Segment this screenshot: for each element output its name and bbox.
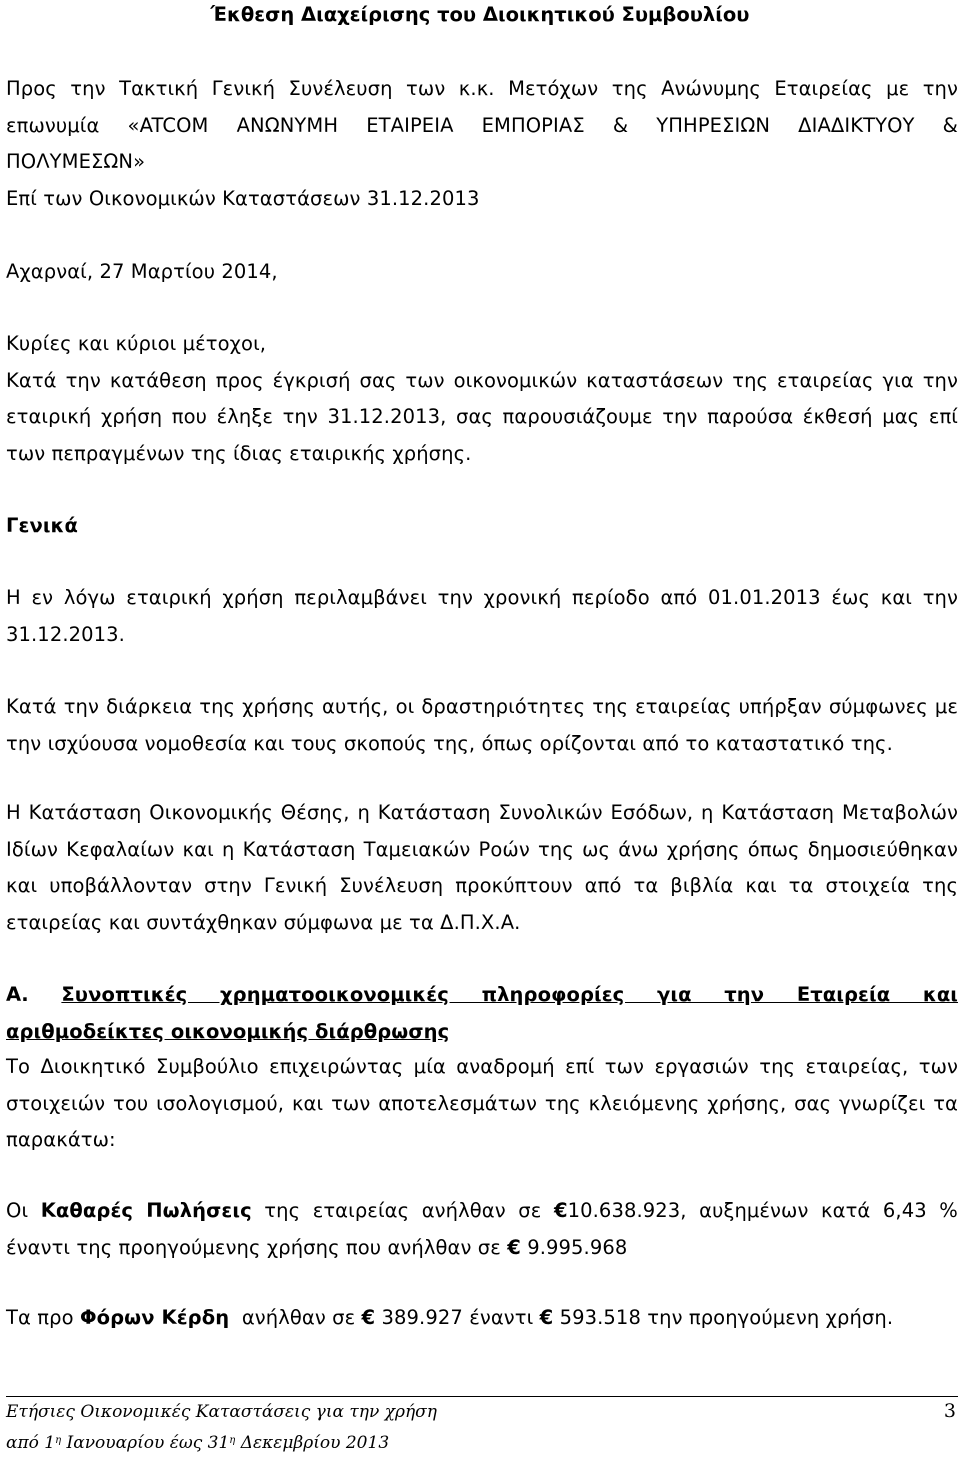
intro-line-3: των πεπραγμένων της ίδιας εταιρικής χρήσης. <box>6 441 472 465</box>
period-line-2: 31.12.2013. <box>6 622 125 646</box>
euro-icon: € <box>539 1306 554 1329</box>
address-line-3: ΠΟΛΥΜΕΣΩΝ» <box>6 150 146 173</box>
pretax-value: 389.927 <box>381 1306 463 1329</box>
pretax-block: Τα προ Φόρων Κέρδη ανήλθαν σε € 389.927 έναντι € 593.518 την προηγούμενη χρήση. <box>6 1306 894 1329</box>
net-sales-block: Οι Καθαρές Πωλήσεις της εταιρείας ανήλθαν σε €10.638.923, αυξημένων κατά 6,43 % έναντι της προηγούμενης χρήσης που ανήλθαν σε € 9.995.968 <box>6 1199 958 1259</box>
activities-line-1: Κατά την διάρκεια της χρήσης αυτής, οι δραστηριότητες της εταιρείας υπήρξαν σύμφωνες με <box>6 695 958 718</box>
page-title: Έκθεση Διαχείρισης του Διοικητικού Συμβουλίου <box>210 3 750 26</box>
footer-line-2: από $1^\eta$ Ιανουαρίου έως $31^\eta$ Δεκεμβρίου 2013 <box>6 1433 390 1453</box>
pretax-label: Φόρων Κέρδη <box>79 1306 230 1329</box>
net-sales-value: 10.638.923 <box>567 1199 681 1222</box>
euro-icon: € <box>553 1199 568 1222</box>
address-line-4: Επί των Οικονομικών Καταστάσεων 31.12.2013 <box>6 186 480 210</box>
statements-line-2: Ιδίων Κεφαλαίων και η Κατάσταση Ταμειακών Ροών της ως άνω χρήσης όπως δημοσιεύθηκαν <box>6 837 958 861</box>
net-sales-prev-value: 9.995.968 <box>527 1235 628 1259</box>
board-intro-line-1: Το Διοικητικό Συμβούλιο επιχειρώντας μία αναδρομή επί των εργασιών της εταιρείας, των <box>6 1055 958 1078</box>
intro-line-2: εταιρική χρήση που έληξε την 31.12.2013, σας παρουσιάζουμε την παρούσα έκθεσή μας επί <box>6 405 958 428</box>
pretax-prev-value: 593.518 <box>559 1306 641 1329</box>
statements-line-4: εταιρείας και συντάχθηκαν σύμφωνα με τα Δ.Π.Χ.Α. <box>6 910 521 934</box>
board-intro-line-3: παρακάτω: <box>6 1128 116 1151</box>
section-a-heading-line-2: αριθμοδείκτες οικονομικής διάρθρωσης <box>6 1019 450 1043</box>
intro-line-1: Κατά την κατάθεση προς έγκρισή σας των οικονομικών καταστάσεων της εταιρείας για την <box>6 368 958 392</box>
address-line-2: επωνυμία «ATCOM ΑΝΩΝΥΜΗ ΕΤΑΙΡΕΙΑ ΕΜΠΟΡΙΑΣ & ΥΠΗΡΕΣΙΩΝ ΔΙΑΔΙΚΤΥΟΥ & <box>6 113 958 137</box>
footer-line-1: Ετήσιες Οικονομικές Καταστάσεις για την χρήση <box>6 1402 437 1422</box>
address-block <box>6 71 958 217</box>
net-sales-change: , αυξημένων κατά 6,43 % <box>680 1199 958 1222</box>
footer-divider <box>6 1396 958 1397</box>
statements-line-1: Η Κατάσταση Οικονομικής Θέσης, η Κατάσταση Συνολικών Εσόδων, η Κατάσταση Μεταβολών <box>6 801 958 824</box>
net-sales-label: Καθαρές Πωλήσεις <box>40 1199 252 1222</box>
section-a-letter: Α. <box>6 983 29 1006</box>
greeting: Κυρίες και κύριοι μέτοχοι, <box>6 332 267 355</box>
activities-block <box>6 689 958 762</box>
section-a-heading-line-1: Συνοπτικές χρηματοοικονομικές πληροφορίες για την Εταιρεία και <box>61 983 959 1006</box>
board-intro-line-2: στοιχειών του ισολογισμού, και των αποτελεσμάτων της κλειόμενης χρήσης, σας γνωρίζει τα <box>6 1091 958 1115</box>
board-intro-block <box>6 1049 958 1159</box>
statements-line-3: και υποβάλλονταν στην Γενική Συνέλευση προκύπτουν από τα βιβλία και τα στοιχεία της <box>6 874 958 897</box>
period-line-1: Η εν λόγω εταιρική χρήση περιλαμβάνει την χρονική περίοδο από 01.01.2013 έως και την <box>6 586 958 609</box>
intro-block <box>6 326 958 472</box>
place-date: Αχαρναί, 27 Μαρτίου 2014, <box>6 260 278 283</box>
section-a-heading <box>6 977 958 1050</box>
period-block <box>6 580 958 653</box>
euro-icon: € <box>507 1235 521 1259</box>
statements-block <box>6 795 958 941</box>
page-number: 3 <box>943 1400 956 1422</box>
address-line-1: Προς την Τακτική Γενική Συνέλευση των κ.κ. Μετόχων της Ανώνυμης Εταιρείας με την <box>6 77 958 100</box>
activities-line-2: την ισχύουσα νομοθεσία και τους σκοπούς της, όπως ορίζονται από το καταστατικό της. <box>6 731 893 755</box>
euro-icon: € <box>361 1306 376 1329</box>
section-heading-general: Γενικά <box>6 514 79 537</box>
